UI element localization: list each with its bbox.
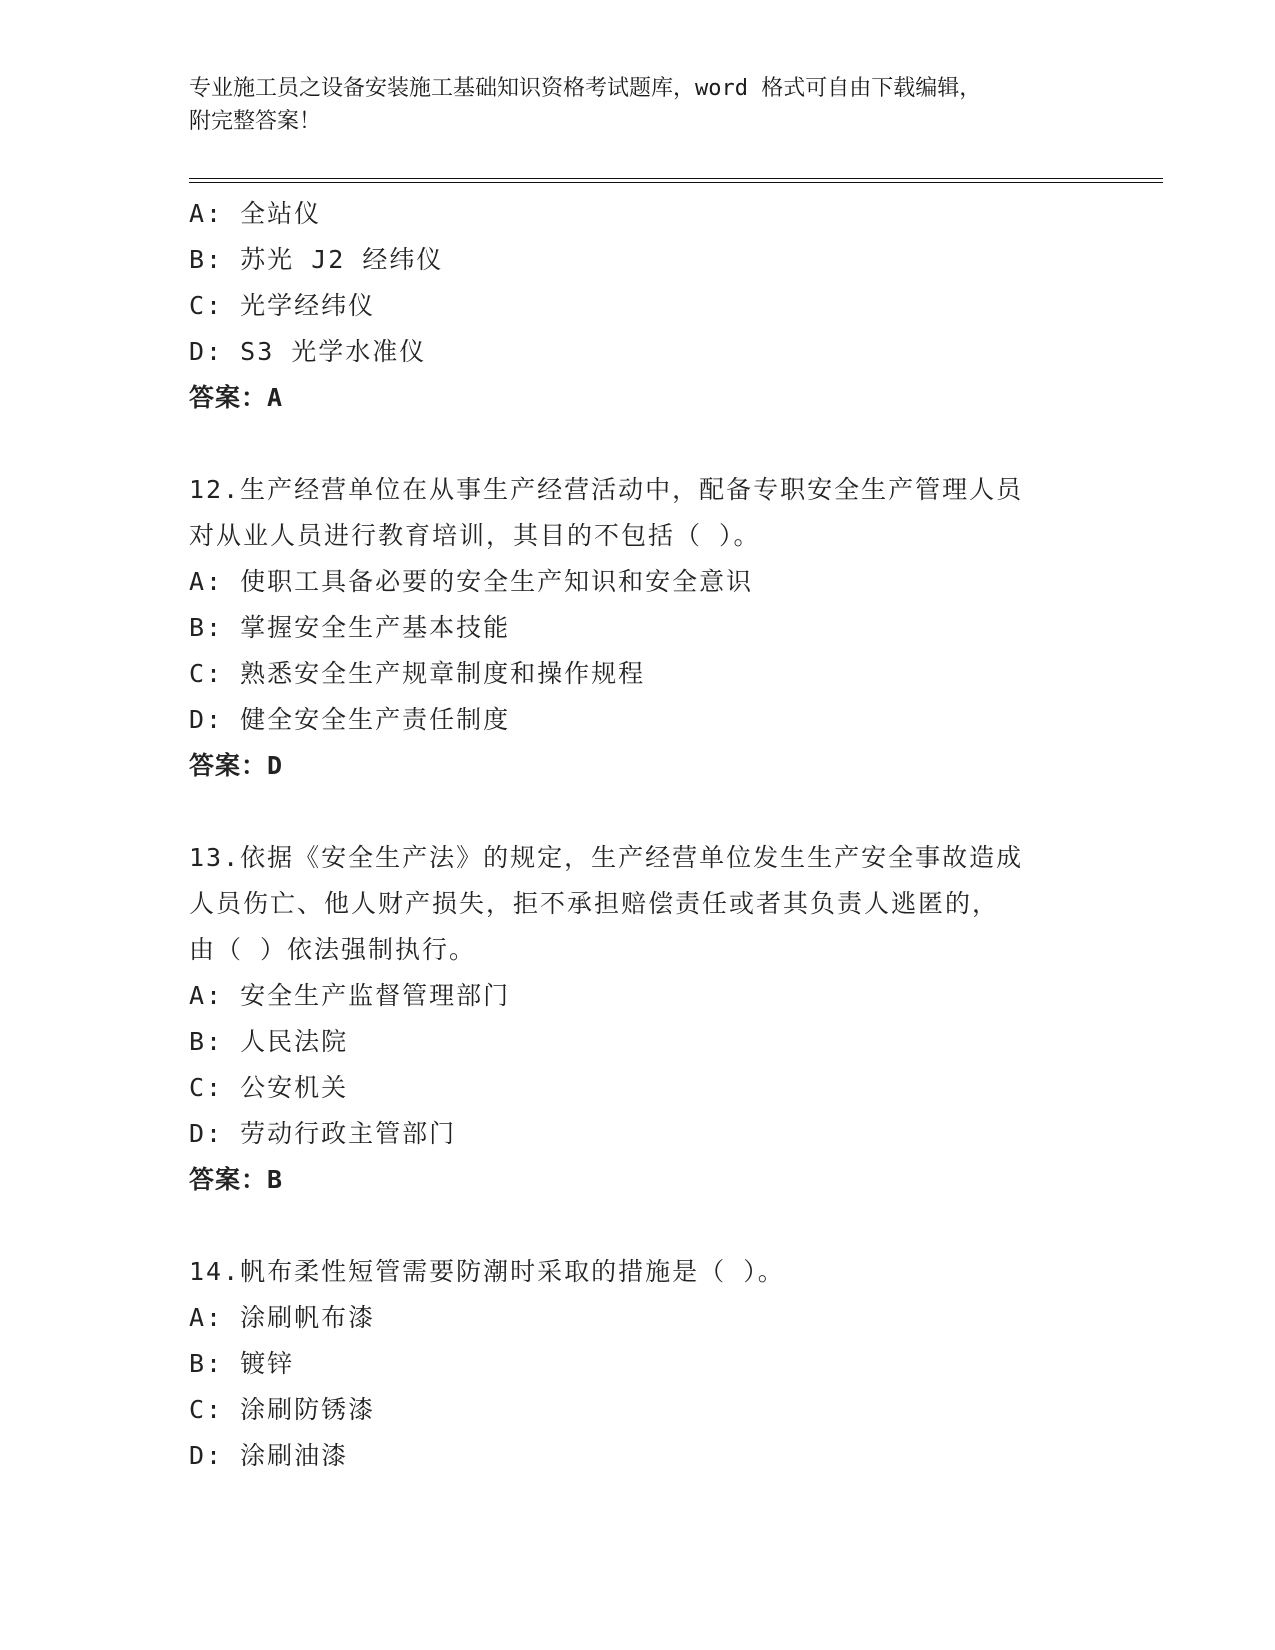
option-d: D: S3 光学水准仪 <box>189 337 427 366</box>
question-stem: 12.生产经营单位在从事生产经营活动中，配备专职安全生产管理人员 <box>189 475 1024 504</box>
question-block-14 <box>189 1249 1089 1479</box>
answer-line: 答案：A <box>189 383 284 412</box>
question-block-partial <box>189 191 1089 421</box>
option-a: A: 涂刷帆布漆 <box>189 1303 376 1332</box>
option-c: C: 公安机关 <box>189 1073 349 1102</box>
option-a: A: 安全生产监督管理部门 <box>189 981 511 1010</box>
spacer <box>189 1203 1089 1249</box>
header-line-2: 附完整答案！ <box>189 109 322 134</box>
option-c: C: 熟悉安全生产规章制度和操作规程 <box>189 659 646 688</box>
option-a: A: 使职工具备必要的安全生产知识和安全意识 <box>189 567 754 596</box>
option-c: C: 涂刷防锈漆 <box>189 1395 376 1424</box>
question-stem: 13.依据《安全生产法》的规定，生产经营单位发生生产安全事故造成 <box>189 843 1024 872</box>
spacer <box>189 421 1089 467</box>
header-divider <box>189 178 1163 183</box>
header-line-1: 专业施工员之设备安装施工基础知识资格考试题库，word 格式可自由下载编辑， <box>189 76 982 101</box>
question-stem: 由（ ）依法强制执行。 <box>189 935 477 964</box>
spacer <box>189 789 1089 835</box>
question-block-13 <box>189 835 1089 1203</box>
question-stem: 人员伤亡、他人财产损失，拒不承担赔偿责任或者其负责人逃匿的， <box>189 889 1000 918</box>
document-header <box>189 72 1089 138</box>
question-list <box>189 191 1089 1479</box>
option-b: B: 掌握安全生产基本技能 <box>189 613 511 642</box>
option-b: B: 人民法院 <box>189 1027 349 1056</box>
option-a: A: 全站仪 <box>189 199 322 228</box>
option-d: D: 劳动行政主管部门 <box>189 1119 457 1148</box>
option-c: C: 光学经纬仪 <box>189 291 376 320</box>
option-b: B: 苏光 J2 经纬仪 <box>189 245 444 274</box>
option-d: D: 健全安全生产责任制度 <box>189 705 511 734</box>
question-stem: 14.帆布柔性短管需要防潮时采取的措施是（ ）。 <box>189 1257 785 1286</box>
answer-line: 答案：B <box>189 1165 284 1194</box>
option-d: D: 涂刷油漆 <box>189 1441 349 1470</box>
question-block-12 <box>189 467 1089 789</box>
option-b: B: 镀锌 <box>189 1349 295 1378</box>
answer-line: 答案：D <box>189 751 284 780</box>
question-stem: 对从业人员进行教育培训，其目的不包括（ ）。 <box>189 521 761 550</box>
